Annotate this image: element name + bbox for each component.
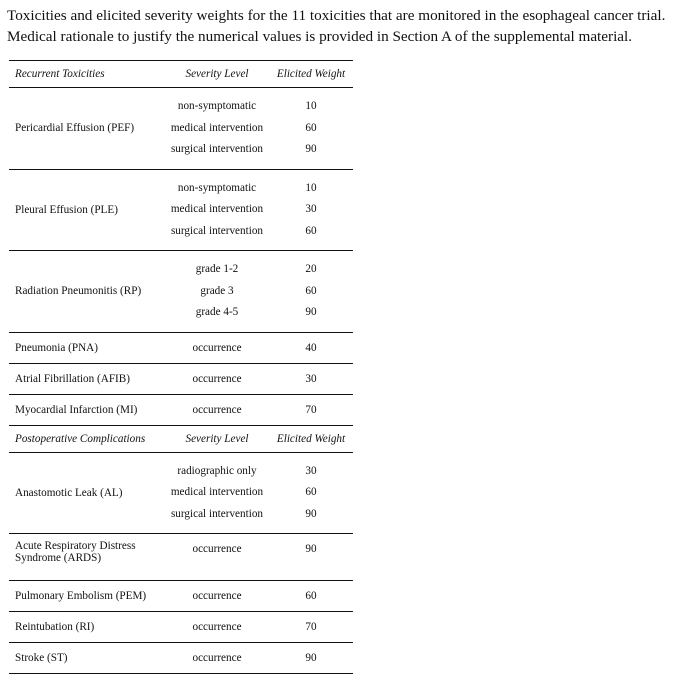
table-row <box>9 612 353 643</box>
elicited-weights <box>269 394 353 425</box>
elicited-weight: 90 <box>305 507 317 520</box>
elicited-weight: 30 <box>305 203 317 215</box>
severity-level: surgical intervention <box>170 507 264 520</box>
table-row <box>9 88 353 170</box>
severity-levels <box>165 452 269 534</box>
severity-level: medical intervention <box>170 121 264 134</box>
elicited-weight: 20 <box>305 263 317 275</box>
severity-levels <box>165 332 269 363</box>
toxicity-name: Acute Respiratory Distress Syndrome (ARDS) <box>9 534 165 581</box>
elicited-weight: 90 <box>305 652 317 664</box>
severity-level: medical intervention <box>170 486 264 498</box>
severity-levels <box>165 169 269 251</box>
elicited-weight: 10 <box>305 100 317 112</box>
elicited-weight: 60 <box>305 486 317 498</box>
severity-level: grade 1-2 <box>195 263 239 275</box>
elicited-weight: 60 <box>305 284 317 297</box>
toxicity-name: Anastomotic Leak (AL) <box>9 452 165 534</box>
severity-level: medical intervention <box>170 203 264 215</box>
severity-level: occurrence <box>192 341 242 354</box>
severity-level: occurrence <box>192 543 242 555</box>
severity-level: occurrence <box>192 590 242 602</box>
severity-levels <box>165 581 269 612</box>
elicited-weight: 60 <box>305 590 317 602</box>
weight-column-header: Elicited Weight <box>269 425 353 452</box>
severity-level: grade 4-5 <box>195 306 239 318</box>
elicited-weights <box>269 452 353 534</box>
severity-levels <box>165 643 269 674</box>
elicited-weight: 40 <box>305 341 317 354</box>
elicited-weights <box>269 169 353 251</box>
severity-levels <box>165 394 269 425</box>
elicited-weight: 30 <box>305 372 317 385</box>
section-header-row <box>9 425 353 452</box>
table-row <box>9 363 353 394</box>
elicited-weight: 30 <box>305 464 317 477</box>
toxicity-name: Pulmonary Embolism (PEM) <box>9 581 165 612</box>
severity-level: occurrence <box>192 372 242 385</box>
elicited-weight: 60 <box>305 224 317 237</box>
severity-column-header: Severity Level <box>165 425 269 452</box>
toxicity-name: Stroke (ST) <box>9 643 165 674</box>
severity-levels <box>165 88 269 170</box>
elicited-weights <box>269 251 353 333</box>
toxicity-name: Radiation Pneumonitis (RP) <box>9 251 165 333</box>
elicited-weight: 70 <box>305 403 317 416</box>
elicited-weights <box>269 332 353 363</box>
elicited-weights <box>269 581 353 612</box>
table-row <box>9 332 353 363</box>
elicited-weights <box>269 88 353 170</box>
elicited-weight: 90 <box>305 543 317 555</box>
severity-level: occurrence <box>192 652 242 664</box>
table-row <box>9 581 353 612</box>
toxicity-name: Pericardial Effusion (PEF) <box>9 88 165 170</box>
toxicity-table <box>9 60 353 674</box>
elicited-weights <box>269 643 353 674</box>
elicited-weight: 90 <box>305 306 317 318</box>
elicited-weight: 10 <box>305 181 317 194</box>
table-row <box>9 452 353 534</box>
severity-level: non-symptomatic <box>177 181 257 194</box>
severity-levels <box>165 612 269 643</box>
table-row <box>9 394 353 425</box>
table-row <box>9 534 353 581</box>
toxicity-name: Atrial Fibrillation (AFIB) <box>9 363 165 394</box>
elicited-weights <box>269 363 353 394</box>
severity-levels <box>165 534 269 581</box>
severity-level: surgical intervention <box>170 224 264 237</box>
table-caption: Toxicities and elicited severity weights for the 11 toxicities that are monitored in the esophageal cancer trial. Medical rationale to justify the numerical values is provided in Section A of the supplemental material. <box>7 7 666 45</box>
toxicity-name: Myocardial Infarction (MI) <box>9 394 165 425</box>
toxicity-name: Reintubation (RI) <box>9 612 165 643</box>
toxicity-name: Pneumonia (PNA) <box>9 332 165 363</box>
table-row <box>9 169 353 251</box>
severity-level: occurrence <box>192 621 242 633</box>
elicited-weight: 90 <box>305 143 317 155</box>
elicited-weight: 70 <box>305 621 317 633</box>
severity-level: non-symptomatic <box>177 100 257 112</box>
severity-level: grade 3 <box>200 284 234 297</box>
toxicity-table-body <box>9 61 353 674</box>
toxicity-name: Pleural Effusion (PLE) <box>9 169 165 251</box>
toxicity-column-header: Recurrent Toxicities <box>9 61 165 88</box>
severity-levels <box>165 251 269 333</box>
section-header-row <box>9 61 353 88</box>
severity-level: occurrence <box>192 403 242 416</box>
elicited-weights <box>269 534 353 581</box>
table-row <box>9 643 353 674</box>
weight-column-header: Elicited Weight <box>269 61 353 88</box>
severity-level: radiographic only <box>177 464 257 477</box>
severity-column-header: Severity Level <box>165 61 269 88</box>
elicited-weights <box>269 612 353 643</box>
severity-levels <box>165 363 269 394</box>
severity-level: surgical intervention <box>170 143 264 155</box>
table-row <box>9 251 353 333</box>
elicited-weight: 60 <box>305 121 317 134</box>
toxicity-column-header: Postoperative Complications <box>9 425 165 452</box>
